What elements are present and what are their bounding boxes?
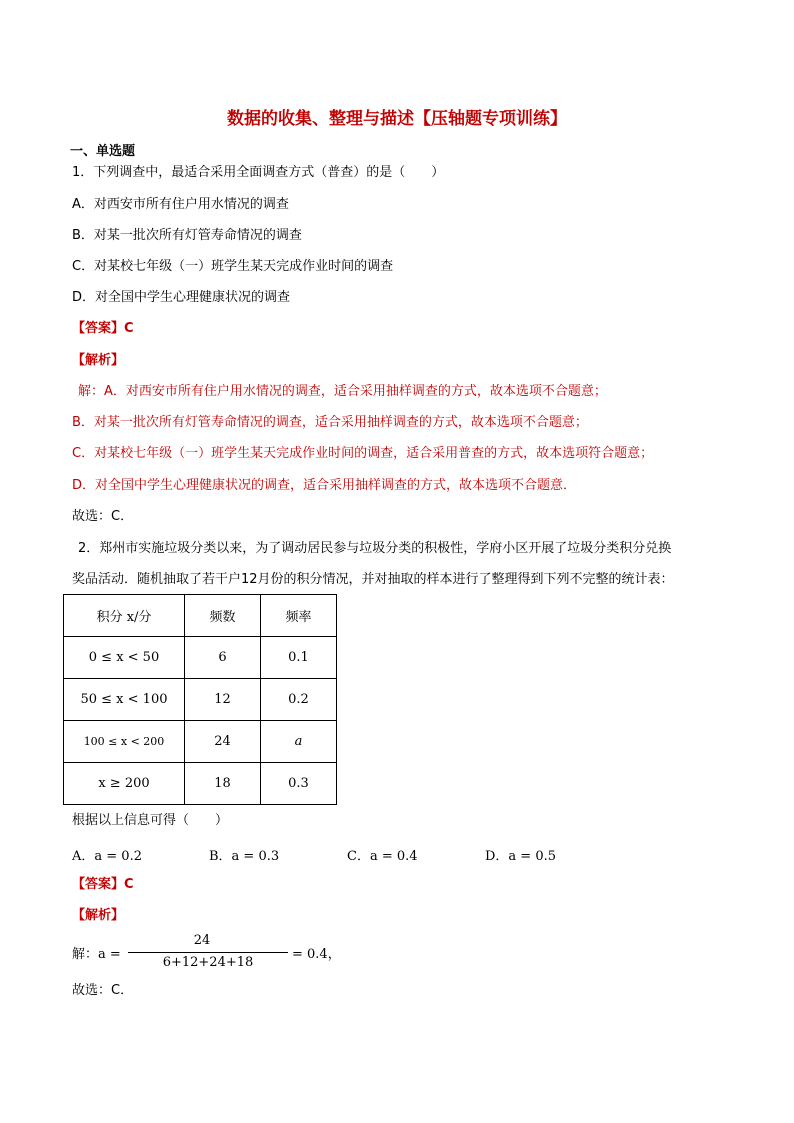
table-row	[64, 763, 337, 805]
table-cell: 24	[185, 721, 261, 763]
table-header-cell: 积分 x/分	[64, 595, 185, 637]
q1-option-c: C．对某校七年级（一）班学生某天完成作业时间的调查	[72, 259, 394, 274]
q2-conclusion: 故选：C．	[72, 983, 134, 998]
table-cell: x ≥ 200	[64, 763, 185, 805]
q2-stem-line1: 2．郑州市实施垃圾分类以来，为了调动居民参与垃圾分类的积极性，学府小区开展了垃圾分类积分兑换	[78, 541, 672, 556]
table-cell: 6	[185, 637, 261, 679]
q1-option-a: A．对西安市所有住户用水情况的调查	[72, 197, 289, 212]
q1-conclusion: 故选：C．	[72, 509, 134, 524]
q1-analysis-b: B．对某一批次所有灯管寿命情况的调查，适合采用抽样调查的方式，故本选项不合题意；	[72, 415, 588, 430]
answer-label: 【答案】	[72, 321, 125, 336]
fraction-numerator: 24	[193, 933, 211, 948]
q1-answer	[72, 320, 134, 338]
fraction-bar	[128, 952, 288, 953]
table-cell: 18	[185, 763, 261, 805]
table-cell: 0.3	[261, 763, 337, 805]
table-cell: 12	[185, 679, 261, 721]
q2-stem-line2: 奖品活动．随机抽取了若干户12月份的积分情况，并对抽取的样本进行了整理得到下列不完整的统计表：	[72, 572, 674, 587]
page-title: 数据的收集、整理与描述【压轴题专项训练】	[227, 109, 567, 129]
table-header-row	[64, 595, 337, 637]
frequency-table	[63, 594, 337, 805]
q2-option-b: B．a = 0.3	[209, 849, 280, 864]
q2-option-c: C．a = 0.4	[347, 849, 418, 864]
table-row	[64, 637, 337, 679]
table-cell: 0.1	[261, 637, 337, 679]
q2-option-d: D．a = 0.5	[485, 849, 557, 864]
table-cell: 0.2	[261, 679, 337, 721]
answer-value: C	[124, 877, 134, 892]
q1-analysis-label: 【解析】	[72, 353, 125, 368]
table-row	[64, 679, 337, 721]
q1-analysis-d: D．对全国中学生心理健康状况的调查，适合采用抽样调查的方式，故本选项不合题意．	[72, 478, 577, 493]
table-cell: 0 ≤ x < 50	[64, 637, 185, 679]
q2-prompt: 根据以上信息可得（ ）	[72, 813, 229, 828]
table-cell: 50 ≤ x < 100	[64, 679, 185, 721]
q2-analysis-label: 【解析】	[72, 908, 125, 923]
q1-option-d: D．对全国中学生心理健康状况的调查	[72, 290, 291, 305]
section-heading: 一、单选题	[70, 144, 136, 159]
q2-answer	[72, 876, 134, 894]
q1-option-b: B．对某一批次所有灯管寿命情况的调查	[72, 228, 302, 243]
q1-stem: 1．下列调查中，最适合采用全面调查方式（普查）的是（ ）	[72, 165, 445, 180]
table-cell: a	[261, 721, 337, 763]
table-header-cell: 频数	[185, 595, 261, 637]
table-cell: 100 ≤ x < 200	[64, 721, 185, 763]
answer-label: 【答案】	[72, 877, 125, 892]
q1-analysis-c: C．对某校七年级（一）班学生某天完成作业时间的调查，适合采用普查的方式，故本选项符合题意；	[72, 446, 654, 461]
q1-analysis-a: 解：A．对西安市所有住户用水情况的调查，适合采用抽样调查的方式，故本选项不合题意；	[78, 384, 607, 399]
table-header-cell: 频率	[261, 595, 337, 637]
q2-option-a: A．a = 0.2	[72, 849, 142, 864]
solution-prefix: 解：a =	[72, 947, 121, 962]
answer-value: C	[124, 321, 134, 336]
fraction-denominator: 6+12+24+18	[162, 955, 254, 970]
solution-result: = 0.4，	[292, 947, 341, 962]
table-row	[64, 721, 337, 763]
